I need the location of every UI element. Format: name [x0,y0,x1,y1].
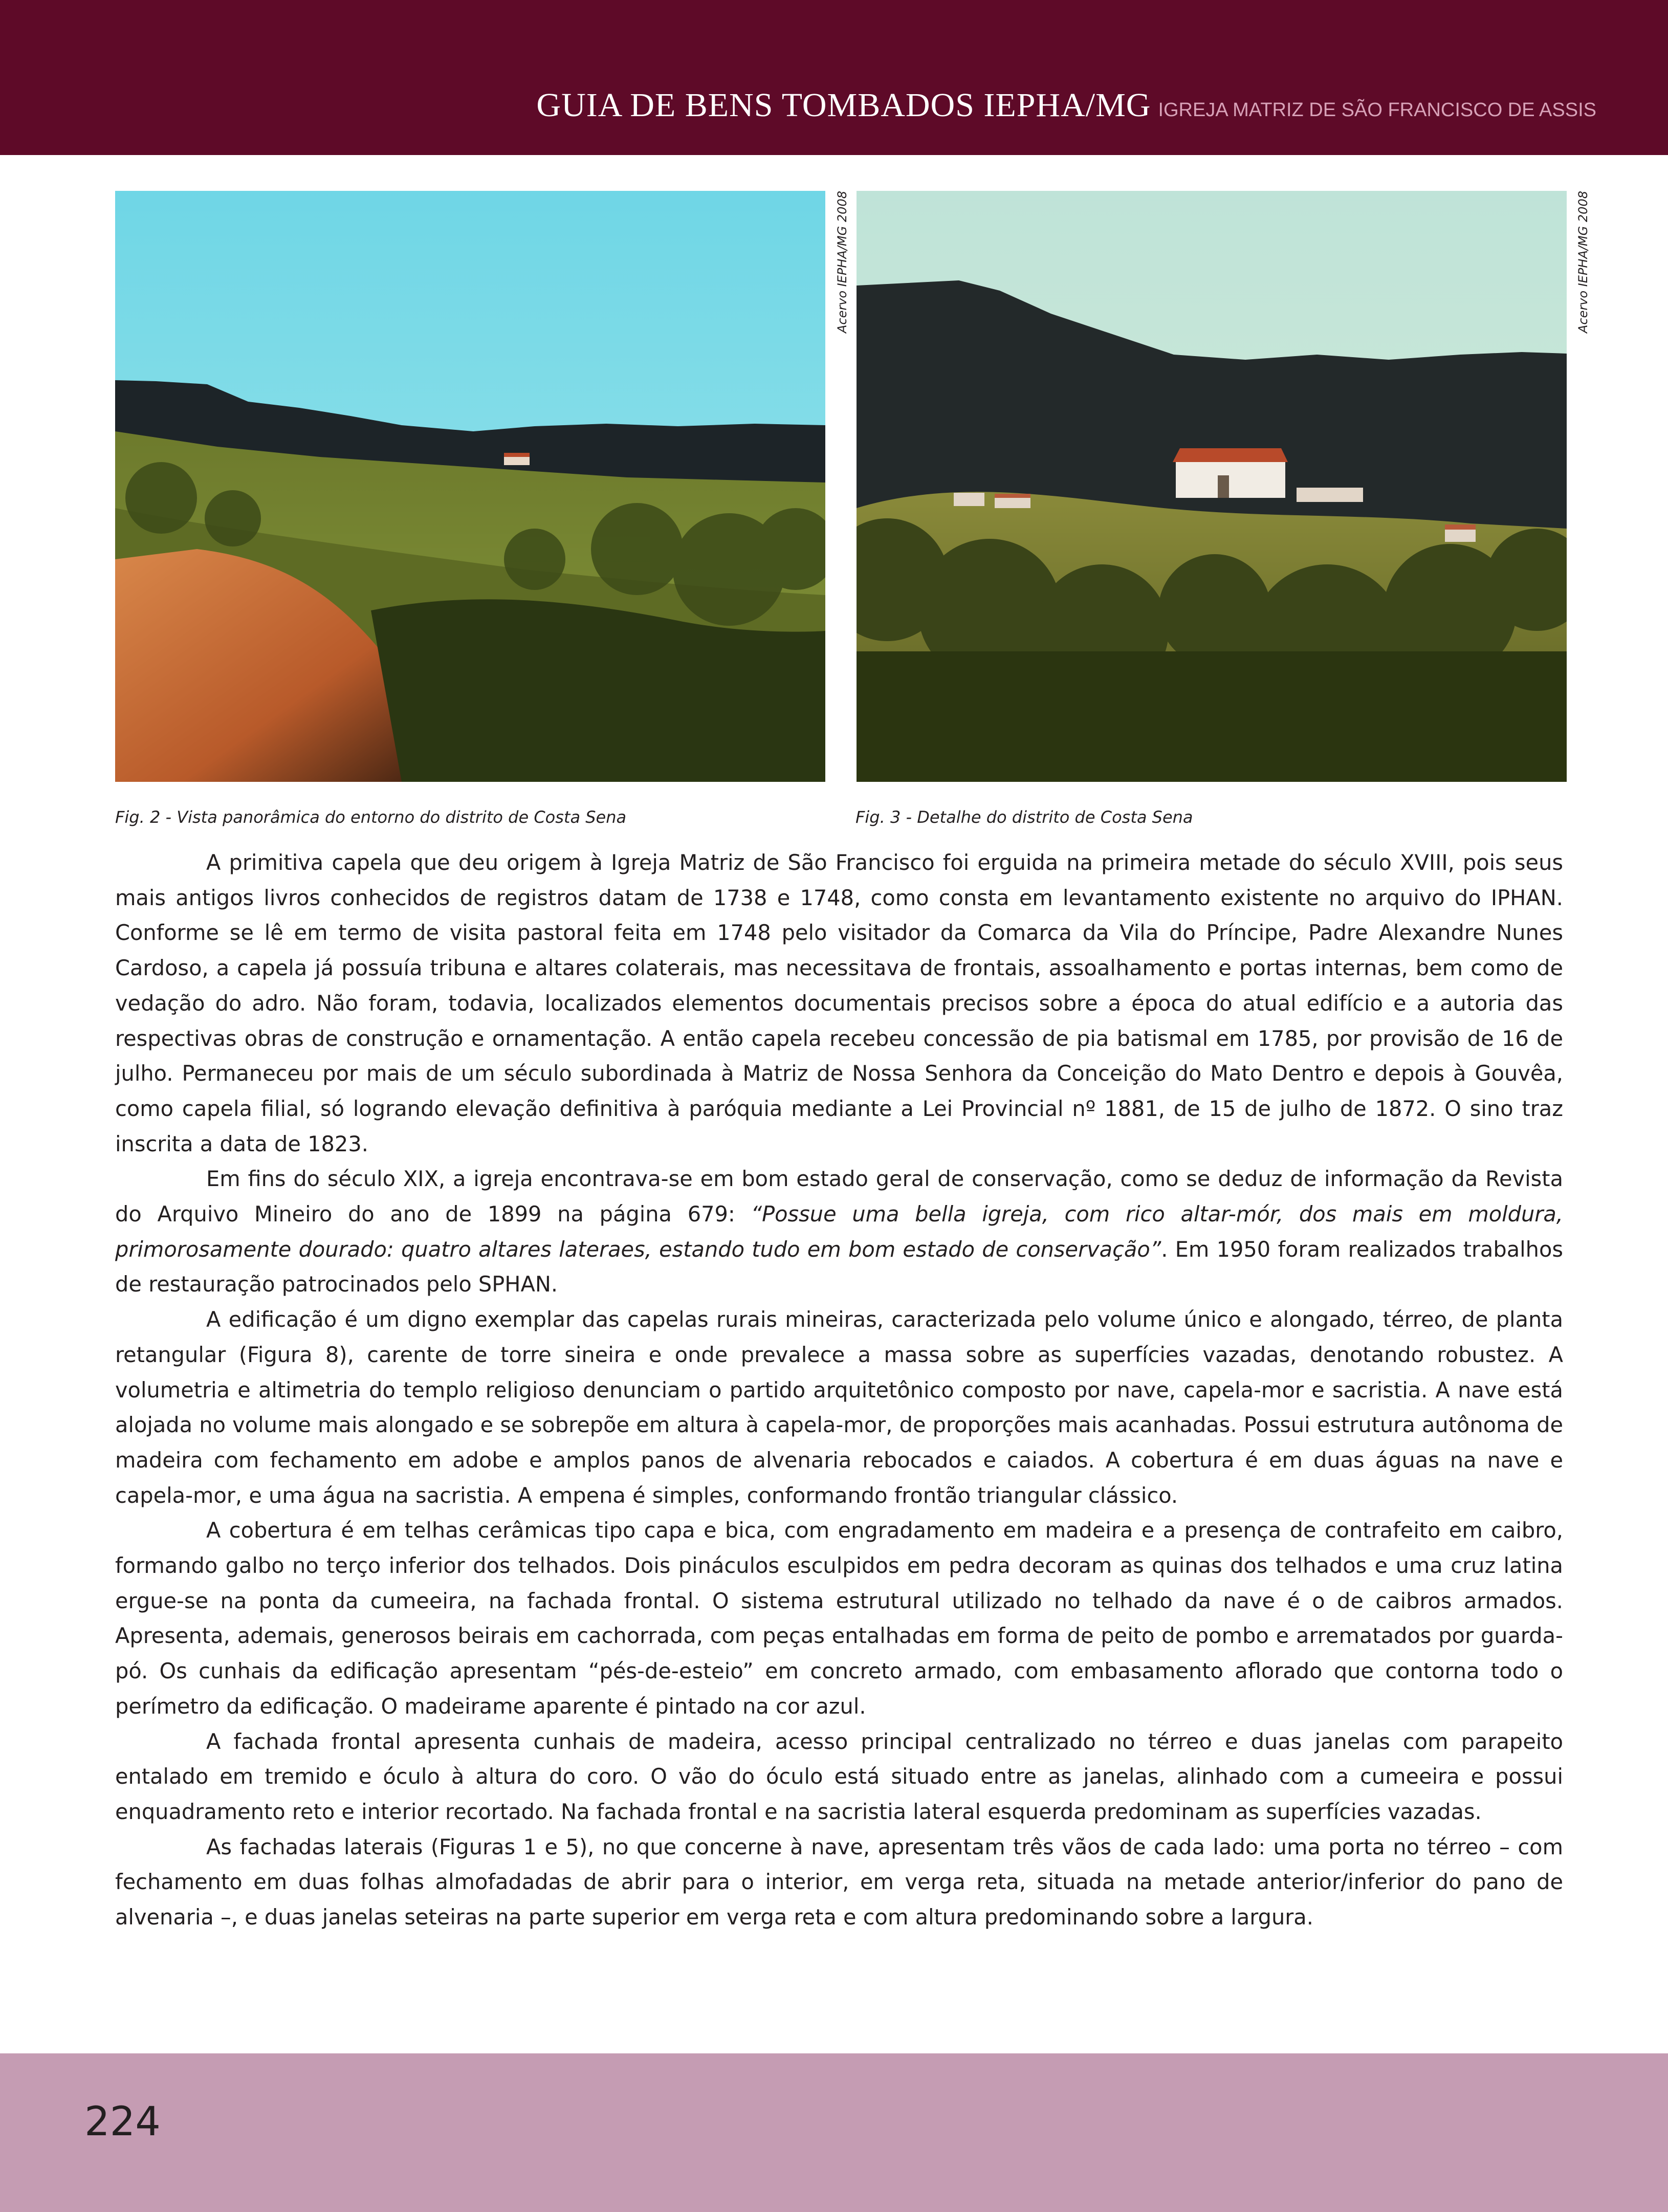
paragraph-2-outro: . Em 1950 foram realizados trabalhos de restauração patrocinados pelo SPHAN. [115,1236,1563,1297]
paragraph-2-quote: “Possue uma bella igreja, com rico altar-mór, dos mais em moldura, primorosamente dourado: quatro altares lateraes, estando tudo em bom estado de conservação” [115,1201,1563,1262]
page-number: 224 [84,2099,161,2145]
paragraph-4: A cobertura é em telhas cerâmicas tipo capa e bica, com engradamento em madeira e a presença de contrafeito em caibro, formando galbo no terço inferior dos telhados. Dois pináculos esculpidos em pedra decoram as quinas dos telhados e uma cruz latina ergue-se na ponta da cumeeira, na fachada frontal. O sistema estrutural utilizado no telhado da nave é o de caibros armados. Apresenta, ademais, generosos beirais em cachorrada, com peças entalhadas em forma de peito de pombo e arrematados por guarda-pó. Os cunhais da edificação apresentam “pés-de-esteio” em concreto armado, com embasamento aflorado que contorna todo o perímetro da edificação. O madeirame aparente é pintado na cor azul. [115,1518,1563,1719]
figure-2-credit: Acervo IEPHA/MG 2008 [835,191,849,334]
paragraph-1: A primitiva capela que deu origem à Igreja Matriz de São Francisco foi erguida na primeira metade do século XVIII, pois seus mais antigos livros conhecidos de registros datam de 1738 e 1748, como consta em levantamento existente no arquivo do IPHAN. Conforme se lê em termo de visita pastoral feita em 1748 pelo visitador da Comarca da Vila do Príncipe, Padre Alexandre Nunes Cardoso, a capela já possuía tribuna e altares colaterais, mas necessitava de frontais, assoalhamento e portas internas, bem como de vedação do adro. Não foram, todavia, localizados elementos documentais precisos sobre a época do atual edifício e a autoria das respectivas obras de construção e ornamentação. A então capela recebeu concessão de pia batismal em 1785, por provisão de 16 de julho. Permaneceu por mais de um século subordinada à Matriz de Nossa Senhora da Conceição do Mato Dentro e depois à Gouvêa, como capela filial, só logrando elevação definitiva à paróquia mediante a Lei Provincial nº 1881, de 15 de julho de 1872. O sino traz inscrita a data de 1823. [115,850,1563,1156]
guide-title: GUIA DE BENS TOMBADOS IEPHA/MG [536,86,1151,124]
header-title [536,86,1596,125]
paragraph-6: As fachadas laterais (Figuras 1 e 5), no que concerne à nave, apresentam três vãos de cada lado: uma porta no térreo – com fechamento em duas folhas almofadadas de abrir para o interior, em verga reta, situada na metade anterior/inferior do pano de alvenaria –, e duas janelas seteiras na parte superior em verga reta e com altura predominando sobre a largura. [115,1834,1563,1930]
figure-2-photo [115,191,825,782]
figure-3-caption: Fig. 3 - Detalhe do distrito de Costa Sena [855,807,1193,827]
paragraph-3: A edificação é um digno exemplar das capelas rurais mineiras, caracterizada pelo volume único e alongado, térreo, de planta retangular (Figura 8), carente de torre sineira e onde prevalece a massa sobre as superfícies vazadas, denotando robustez. A volumetria e altimetria do templo religioso denunciam o partido arquitetônico composto por nave, capela-mor e sacristia. A nave está alojada no volume mais alongado e se sobrepõe em altura à capela-mor, de proporções mais acanhadas. Possui estrutura autônoma de madeira com fechamento em adobe e amplos panos de alvenaria rebocados e caiados. A cobertura é em duas águas na nave e capela-mor, e uma água na sacristia. A empena é simples, conformando frontão triangular clássico. [115,1307,1563,1508]
article-body [115,845,1563,1935]
page-footer [0,2053,1668,2212]
paragraph-2 [115,1162,1563,1302]
page-header [0,0,1668,155]
figure-3-credit: Acervo IEPHA/MG 2008 [1576,191,1590,334]
figure-2-caption: Fig. 2 - Vista panorâmica do entorno do distrito de Costa Sena [115,807,627,827]
paragraph-2-intro: Em fins do século XIX, a igreja encontrava-se em bom estado geral de conservação, como se deduz de informação da Revista do Arquivo Mineiro do ano de 1899 na página 679: [115,1166,1563,1227]
paragraph-5: A fachada frontal apresenta cunhais de madeira, acesso principal centralizado no térreo e duas janelas com parapeito entalado em tremido e óculo à altura do coro. O vão do óculo está situado entre as janelas, alinhado com a cumeeira e possui enquadramento reto e interior recortado. Na fachada frontal e na sacristia lateral esquerda predominam as superfícies vazadas. [115,1728,1563,1824]
monument-title: IGREJA MATRIZ DE SÃO FRANCISCO DE ASSIS [1158,99,1596,121]
figure-3-photo [857,191,1567,782]
